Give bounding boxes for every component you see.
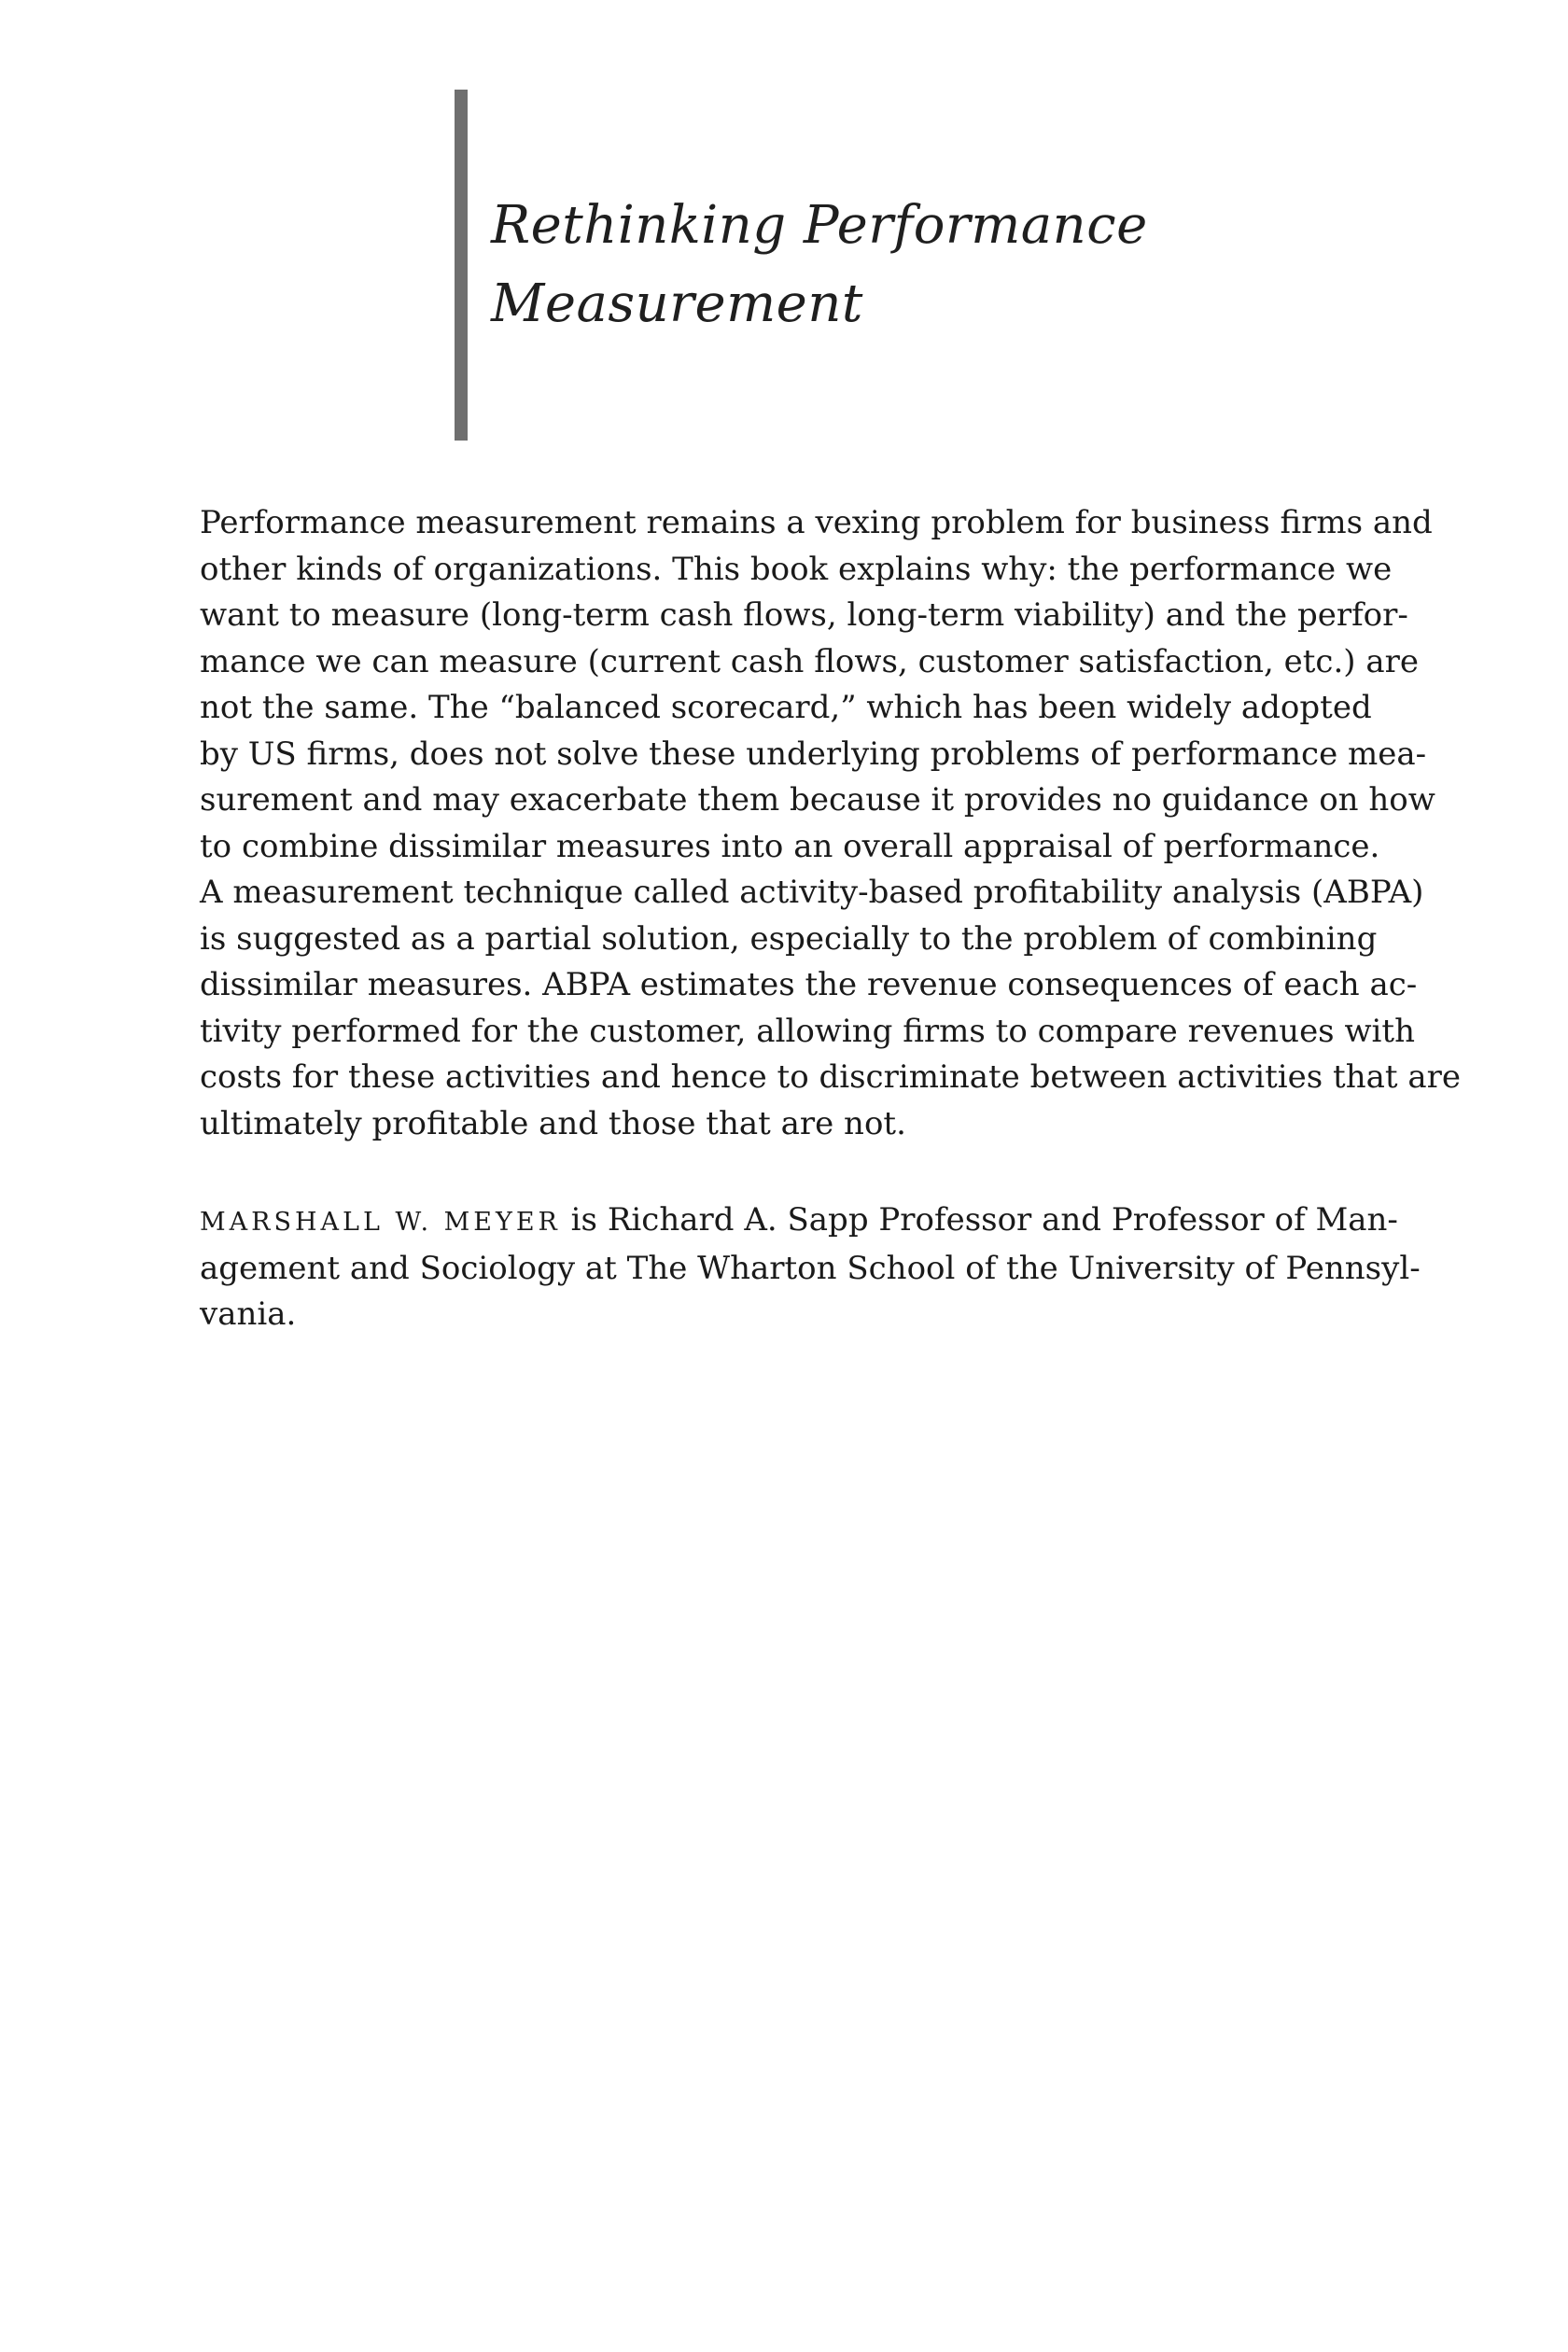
abstract-line: want to measure (long-term cash flows, long-term viability) and the perfor- — [200, 596, 1408, 634]
bio-line-1-text: is Richard A. Sapp Professor and Professor of Man- — [560, 1201, 1398, 1239]
bio-line-1 — [200, 1197, 1398, 1246]
abstract-line: is suggested as a partial solution, especially to the problem of combining — [200, 919, 1378, 958]
abstract-line: ultimately profitable and those that are not. — [200, 1104, 906, 1142]
abstract-line: A measurement technique called activity-based profitability analysis (ABPA) — [200, 874, 1424, 911]
title-accent-bar — [455, 90, 468, 441]
bio-line-2: agement and Sociology at The Wharton School of the University of Pennsyl- — [200, 1249, 1421, 1287]
abstract-line: to combine dissimilar measures into an overall appraisal of performance. — [200, 827, 1380, 865]
page-title — [491, 187, 1331, 343]
abstract-line: by US firms, does not solve these underlying problems of performance mea- — [200, 735, 1427, 773]
abstract-line: costs for these activities and hence to discriminate between activities that are — [200, 1058, 1461, 1096]
author-bio — [200, 1197, 1421, 1338]
abstract-line: mance we can measure (current cash flows, customer satisfaction, etc.) are — [200, 642, 1419, 680]
title-line-2: Measurement — [491, 273, 863, 334]
abstract-line: tivity performed for the customer, allowing firms to compare revenues with — [200, 1012, 1415, 1050]
author-name: MARSHALL W. MEYER — [200, 1208, 561, 1237]
abstract-line: other kinds of organizations. This book explains why: the performance we — [200, 550, 1393, 588]
abstract-line: dissimilar measures. ABPA estimates the revenue consequences of each ac- — [200, 966, 1418, 1003]
abstract-line: not the same. The “balanced scorecard,” which has been widely adopted — [200, 689, 1372, 726]
abstract-paragraph — [200, 500, 1461, 1147]
abstract-line: surement and may exacerbate them because it provides no guidance on how — [200, 781, 1435, 819]
bio-line-3: vania. — [200, 1295, 297, 1333]
abstract-line: Performance measurement remains a vexing problem for business firms and — [200, 504, 1433, 541]
title-line-1: Rethinking Performance — [491, 195, 1148, 256]
